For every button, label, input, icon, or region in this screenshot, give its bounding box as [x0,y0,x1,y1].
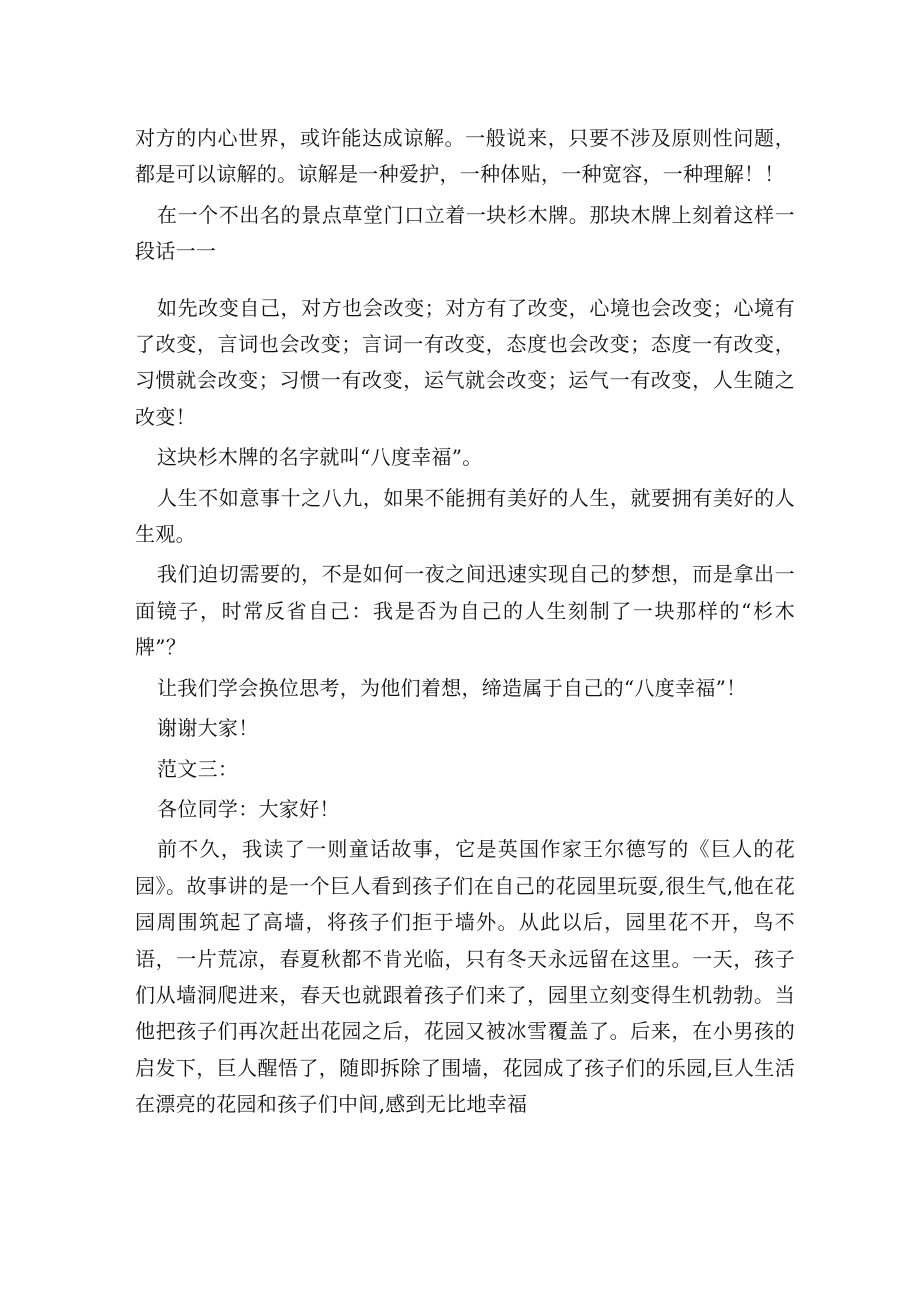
paragraph-mirror: 我们迫切需要的，不是如何一夜之间迅速实现自己的梦想，而是拿出一面镜子，时常反省自己：我是否为自己的人生刻制了一块那样的“杉木牌”？ [135,562,795,660]
paragraph-empathy: 让我们学会换位思考，为他们着想，缔造属于自己的“八度幸福”！ [157,675,747,700]
paragraph-signboard-intro: 在一个不出名的景点草堂门口立着一块杉木牌。那块木牌上刻着这样一段话一一 [135,202,795,264]
paragraph-thanks: 谢谢大家！ [157,716,259,741]
paragraph-greeting: 各位同学：大家好！ [157,796,340,821]
paragraph-giant-garden: 前不久，我读了一则童话故事，它是英国作家王尔德写的《巨人的花园》。故事讲的是一个巨人看到孩子们在自己的花园里玩耍,很生气,他在花园周围筑起了高墙，将孩子们拒于墙外。从此以后，园里花不开，鸟不语，一片荒凉，春夏秋都不肯光临，只有冬天永远留在这里。一天，孩子们从墙洞爬进来，春天也就跟着孩子们来了，园里立刻变得生机勃勃。当他把孩子们再次赶出花园之后，花园又被冰雪覆盖了。后来，在小男孩的启发下，巨人醒悟了，随即拆除了围墙，花园成了孩子们的乐园,巨人生活在漂亮的花园和孩子们中间,感到无比地幸福 [135,837,795,1117]
paragraph-life-view: 人生不如意事十之八九，如果不能拥有美好的人生，就要拥有美好的人生观。 [135,485,795,547]
paragraph-sign-name: 这块杉木牌的名字就叫“八度幸福”。 [157,445,483,470]
paragraph-signboard-text: 如先改变自己，对方也会改变；对方有了改变，心境也会改变；心境有了改变，言词也会改变；言词一有改变，态度也会改变；态度一有改变，习惯就会改变；习惯一有改变，运气就会改变；运气一有改变，人生随之改变！ [135,295,795,429]
section-heading-sample-three: 范文三： [157,756,239,781]
paragraph-continuation: 对方的内心世界，或许能达成谅解。一般说来，只要不涉及原则性问题，都是可以谅解的。谅解是一种爱护，一种体贴，一种宽容，一种理解！！ [135,126,795,187]
document-body [135,120,795,1123]
